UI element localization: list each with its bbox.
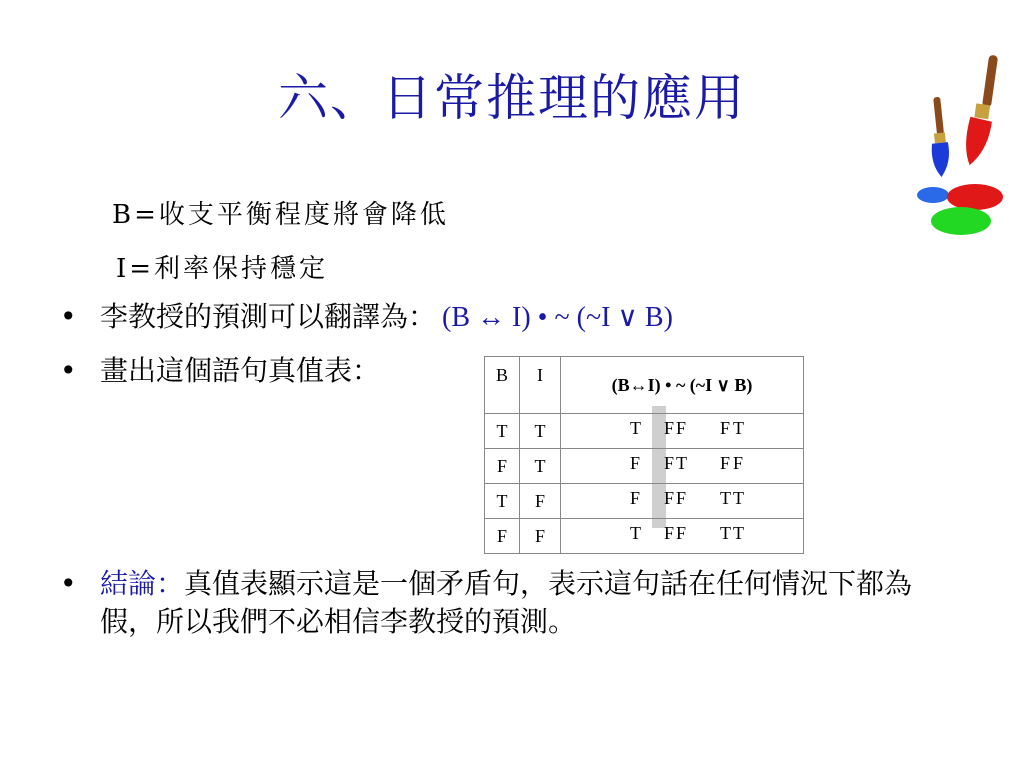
header-b: B [485,357,520,414]
cell-i: F [520,519,561,554]
value-negation: F [676,488,687,508]
truth-table-header [485,357,804,414]
cell-i: T [520,414,561,449]
bullet-translation-text: 李教授的預測可以翻譯為： [100,300,437,333]
cell-b: T [485,484,520,519]
definition-i: I=利率保持穩定 [116,254,329,284]
value-main: F [664,453,675,473]
paintbrush-icon [905,55,1015,245]
header-i: I [520,357,561,414]
table-row [485,414,804,449]
header-formula: (B↔I) • ~ (~I ∨ B) [561,357,804,414]
value-biconditional: T [630,418,641,438]
table-row [485,519,804,554]
value-negation: T [676,453,687,473]
conclusion-label: 結論： [100,567,185,600]
value-main: F [664,418,675,438]
cell-result [561,484,804,519]
value-disjunction: F [733,453,744,473]
value-main: F [664,523,675,543]
bullet-dot: • [60,300,77,333]
value-biconditional: T [630,523,641,543]
value-negation: F [676,418,687,438]
bullet-truth-table-text: 畫出這個語句真值表： [100,354,381,387]
cell-result [561,519,804,554]
value-biconditional: F [630,453,641,473]
cell-b: T [485,414,520,449]
cell-b: F [485,449,520,484]
value-not-i: T [720,523,731,543]
bullet-dot: • [60,567,77,600]
bullet-truth-table [60,352,381,390]
bullet-conclusion [60,565,960,641]
cell-result [561,414,804,449]
formula: (B ↔ I) • ~ (~I ∨ B) [442,302,673,333]
value-not-i: F [720,418,731,438]
value-not-i: F [720,453,731,473]
cell-i: F [520,484,561,519]
value-disjunction: T [733,418,744,438]
table-row [485,449,804,484]
value-disjunction: T [733,488,744,508]
conclusion-text: 真值表顯示這是一個矛盾句，表示這句話在任何情況下都為假，所以我們不必相信李教授的預測。 [100,567,913,638]
value-biconditional: F [630,488,641,508]
cell-i: T [520,449,561,484]
truth-table [484,356,804,554]
value-main: F [664,488,675,508]
bullet-dot: • [60,354,77,387]
bullet-translation [60,298,673,337]
table-row [485,484,804,519]
value-negation: F [676,523,687,543]
cell-b: F [485,519,520,554]
page-title: 六、日常推理的應用 [278,69,746,127]
definition-b: B=收支平衡程度將會降低 [112,200,449,230]
value-not-i: T [720,488,731,508]
value-disjunction: T [733,523,744,543]
cell-result [561,449,804,484]
